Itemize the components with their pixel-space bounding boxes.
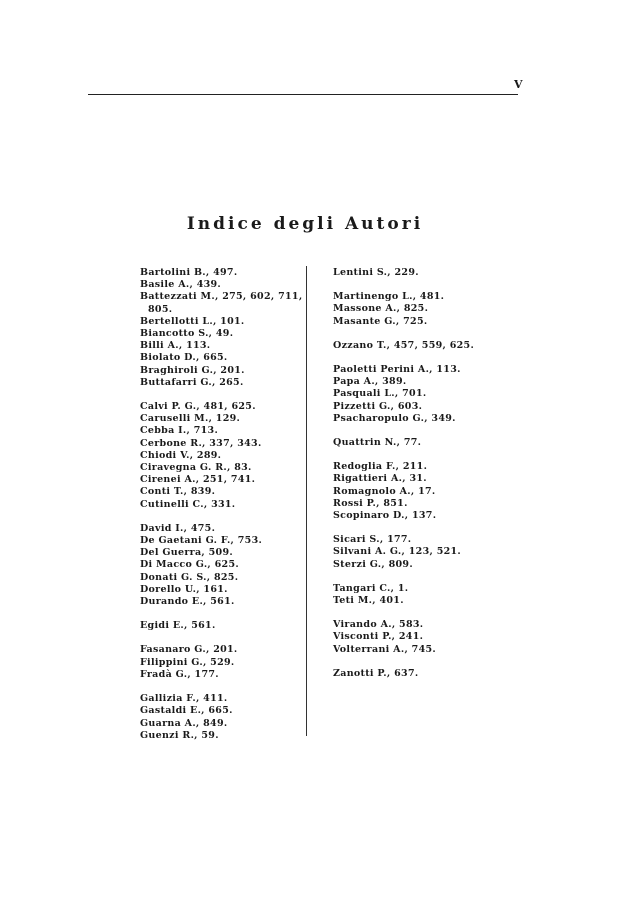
author-entry: Chiodi V., 289. — [140, 449, 222, 461]
author-group — [333, 364, 523, 425]
author-group — [333, 619, 523, 656]
page-title: Indice degli Autori — [186, 214, 424, 234]
author-entry: Pizzetti G., 603. — [333, 400, 423, 412]
author-entry: Gallizia F., 411. — [140, 693, 228, 705]
author-entry: Redoglia F., 211. — [333, 461, 428, 473]
author-entry: Massone A., 825. — [333, 303, 429, 315]
author-entry: Filippini G., 529. — [140, 656, 235, 668]
author-entry: Martinengo L., 481. — [333, 291, 445, 303]
author-entry: Lentini S., 229. — [333, 267, 419, 278]
author-group — [333, 267, 523, 279]
author-entry: Donati G. S., 825. — [140, 571, 239, 583]
author-entry: Calvi P. G., 481, 625. — [140, 401, 256, 413]
author-entry: Biolato D., 665. — [140, 352, 228, 364]
author-entry: Fradà G., 177. — [140, 668, 219, 680]
author-group — [333, 583, 523, 607]
author-entry: Rossi P., 851. — [333, 497, 408, 509]
author-group — [140, 644, 300, 681]
author-entry: Durando E., 561. — [140, 596, 235, 608]
author-entry: David I., 475. — [140, 522, 216, 534]
author-entry: Quattrin N., 77. — [333, 437, 422, 449]
author-group — [140, 523, 300, 608]
author-entry: Del Guerra, 509. — [140, 547, 233, 559]
author-entry: Pasquali L., 701. — [333, 388, 427, 400]
author-entry: Guarna A., 849. — [140, 717, 228, 729]
author-entry: Masante G., 725. — [333, 315, 428, 327]
author-group — [333, 461, 523, 522]
author-group — [333, 291, 523, 328]
author-entry: Visconti P., 241. — [333, 631, 424, 643]
author-entry: Caruselli M., 129. — [140, 413, 241, 425]
column-divider — [306, 266, 307, 736]
author-entry: Rigattieri A., 31. — [333, 473, 427, 485]
author-entry: De Gaetani G. F., 753. — [140, 535, 263, 547]
author-entry: Ozzano T., 457, 559, 625. — [333, 339, 475, 351]
author-entry: Virando A., 583. — [333, 619, 424, 631]
author-entry: Guenzi R., 59. — [140, 729, 219, 741]
author-group — [333, 340, 523, 352]
author-group — [140, 401, 300, 511]
author-entry: Bertellotti L., 101. — [140, 315, 245, 327]
page-number: V — [514, 78, 523, 91]
header-rule — [88, 94, 518, 95]
author-entry: Basile A., 439. — [140, 279, 222, 291]
author-entry: Romagnolo A., 17. — [333, 485, 436, 497]
author-entry: Paoletti Perini A., 113. — [333, 364, 461, 376]
author-entry: Gastaldi E., 665. — [140, 705, 233, 717]
author-entry: Ciravegna G. R., 83. — [140, 462, 252, 474]
author-entry: Biancotto S., 49. — [140, 328, 234, 340]
author-entry: Scopinaro D., 137. — [333, 510, 437, 522]
author-entry: Buttafarri G., 265. — [140, 376, 244, 388]
author-index-left-column — [140, 267, 303, 754]
author-entry: Cerbone R., 337, 343. — [140, 437, 262, 449]
author-entry: Cutinelli C., 331. — [140, 498, 236, 510]
author-entry: Zanotti P., 637. — [333, 667, 419, 679]
author-entry: Silvani A. G., 123, 521. — [333, 546, 462, 558]
author-entry: Fasanaro G., 201. — [140, 644, 238, 656]
author-entry: Dorello U., 161. — [140, 583, 228, 595]
author-group — [140, 267, 303, 389]
author-group — [333, 437, 523, 449]
author-entry: Battezzati M., 275, 602, 711, — [140, 291, 303, 303]
author-entry: Sterzi G., 809. — [333, 558, 413, 570]
author-group — [333, 668, 523, 680]
author-entry: Teti M., 401. — [333, 595, 404, 607]
author-entry: Volterrani A., 745. — [333, 643, 436, 655]
author-entry: 805. — [148, 303, 173, 315]
author-index-right-column — [333, 267, 523, 692]
author-entry: Braghiroli G., 201. — [140, 364, 245, 376]
author-entry: Psacharopulo G., 349. — [333, 412, 456, 424]
author-entry: Egidi E., 561. — [140, 620, 216, 632]
author-entry: Bartolini B., 497. — [140, 267, 238, 278]
author-group — [140, 693, 300, 742]
author-entry: Tangari C., 1. — [333, 582, 409, 594]
author-entry: Cirenei A., 251, 741. — [140, 474, 256, 486]
author-group — [140, 620, 300, 632]
author-entry: Papa A., 389. — [333, 376, 407, 388]
author-entry: Di Macco G., 625. — [140, 559, 239, 571]
author-entry: Cebba I., 713. — [140, 425, 219, 437]
author-group — [333, 534, 523, 571]
author-entry: Sicari S., 177. — [333, 534, 412, 546]
author-entry: Billi A., 113. — [140, 340, 211, 352]
author-entry: Conti T., 839. — [140, 486, 216, 498]
